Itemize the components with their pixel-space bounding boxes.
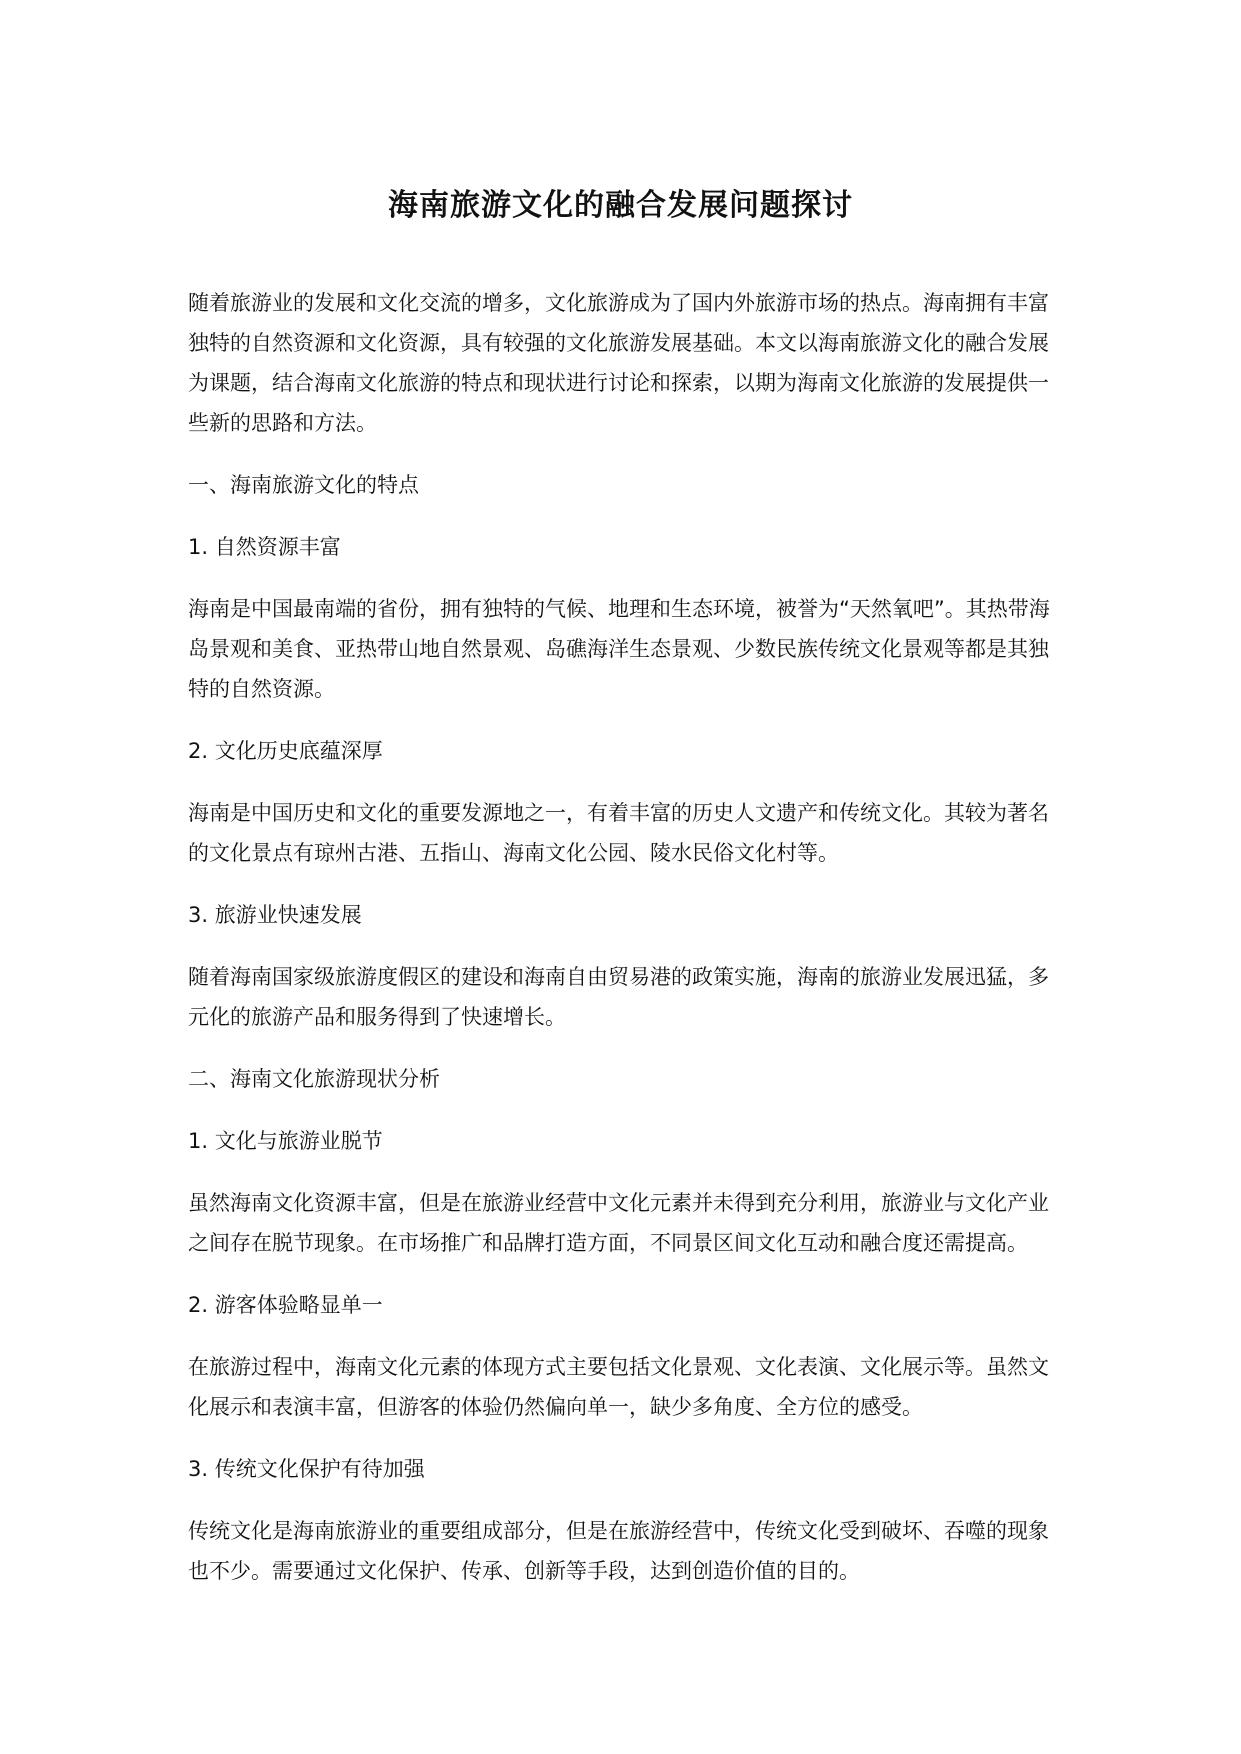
paragraph-2-2: 在旅游过程中，海南文化元素的体现方式主要包括文化景观、文化表演、文化展示等。虽然文化展示和表演丰富，但游客的体验仍然偏向单一，缺少多角度、全方位的感受。 [188, 1355, 1049, 1419]
subsection-heading-2-1: 1. 文化与旅游业脱节 [188, 1129, 383, 1153]
paragraph-1-2: 海南是中国历史和文化的重要发源地之一，有着丰富的历史人文遗产和传统文化。其较为著名的文化景点有琼州古港、五指山、海南文化公园、陵水民俗文化村等。 [188, 801, 1049, 865]
section-heading-2: 二、海南文化旅游现状分析 [188, 1067, 440, 1091]
paragraph-1-1: 海南是中国最南端的省份，拥有独特的气候、地理和生态环境，被誉为“天然氧吧”。其热带海岛景观和美食、亚热带山地自然景观、岛礁海洋生态景观、少数民族传统文化景观等都是其独特的自然资源。 [188, 597, 1050, 701]
subsection-heading-1-2: 2. 文化历史底蕴深厚 [188, 739, 383, 763]
paragraph-2-1: 虽然海南文化资源丰富，但是在旅游业经营中文化元素并未得到充分利用，旅游业与文化产业之间存在脱节现象。在市场推广和品牌打造方面，不同景区间文化互动和融合度还需提高。 [188, 1191, 1049, 1255]
intro-paragraph: 随着旅游业的发展和文化交流的增多，文化旅游成为了国内外旅游市场的热点。海南拥有丰富独特的自然资源和文化资源，具有较强的文化旅游发展基础。本文以海南旅游文化的融合发展为课题，结合海南文化旅游的特点和现状进行讨论和探索，以期为海南文化旅游的发展提供一些新的思路和方法。 [188, 291, 1049, 435]
paragraph-2-3: 传统文化是海南旅游业的重要组成部分，但是在旅游经营中，传统文化受到破坏、吞噬的现象也不少。需要通过文化保护、传承、创新等手段，达到创造价值的目的。 [188, 1519, 1049, 1583]
paragraph-1-3: 随着海南国家级旅游度假区的建设和海南自由贸易港的政策实施，海南的旅游业发展迅猛，多元化的旅游产品和服务得到了快速增长。 [188, 965, 1049, 1029]
subsection-heading-1-1: 1. 自然资源丰富 [188, 535, 341, 559]
document-body [188, 283, 1063, 1613]
subsection-heading-2-2: 2. 游客体验略显单一 [188, 1293, 383, 1317]
subsection-heading-2-3: 3. 传统文化保护有待加强 [188, 1457, 425, 1481]
section-heading-1: 一、海南旅游文化的特点 [188, 473, 419, 497]
document-title: 海南旅游文化的融合发展问题探讨 [388, 188, 853, 223]
subsection-heading-1-3: 3. 旅游业快速发展 [188, 903, 362, 927]
